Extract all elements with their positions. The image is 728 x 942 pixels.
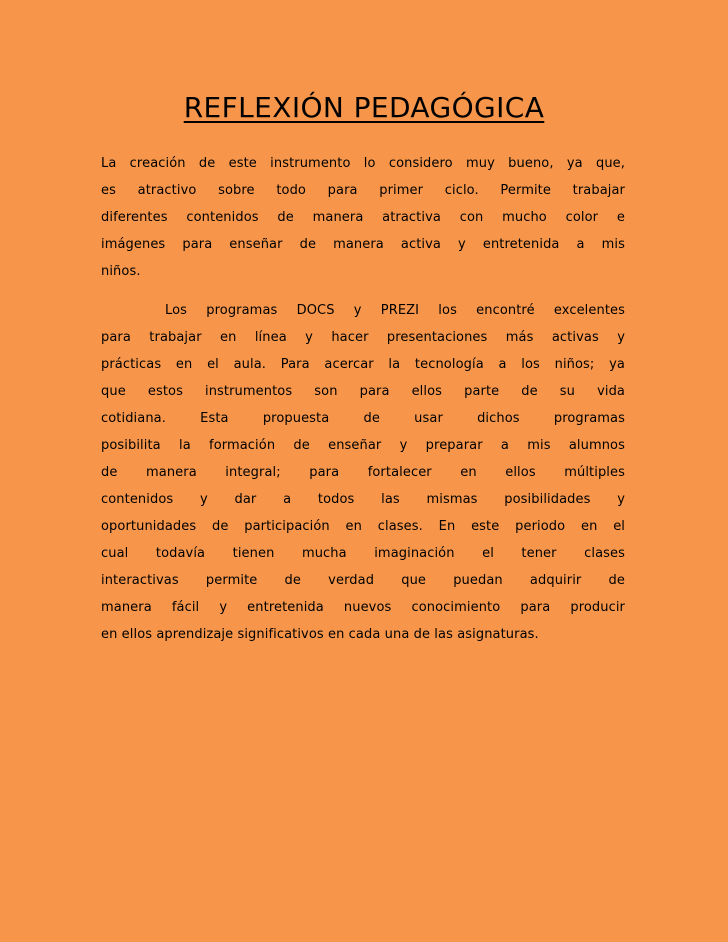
text-line: contenidos y dar a todos las mismas posibilidades y	[101, 492, 625, 507]
text-line: posibilita la formación de enseñar y preparar a mis alumnos	[101, 438, 625, 453]
text-line: es atractivo sobre todo para primer ciclo. Permite trabajar	[101, 183, 625, 198]
text-line: Los programas DOCS y PREZI los encontré excelentes	[165, 303, 625, 318]
text-line: cotidiana. Esta propuesta de usar dichos programas	[101, 411, 625, 426]
paragraph-2	[101, 297, 625, 648]
page-title: REFLEXIÓN PEDAGÓGICA	[183, 91, 545, 124]
text-line: interactivas permite de verdad que puedan adquirir de	[101, 573, 625, 588]
text-line: imágenes para enseñar de manera activa y entretenida a mis	[101, 237, 625, 252]
text-line: diferentes contenidos de manera atractiva con mucho color e	[101, 210, 625, 225]
text-line: niños.	[101, 264, 141, 279]
paragraph-spacer	[101, 285, 625, 297]
text-line: manera fácil y entretenida nuevos conocimiento para producir	[101, 600, 625, 615]
text-line: de manera integral; para fortalecer en ellos múltiples	[101, 465, 625, 480]
text-line: en ellos aprendizaje significativos en cada una de las asignaturas.	[101, 627, 539, 642]
text-line: prácticas en el aula. Para acercar la tecnología a los niños; ya	[101, 357, 625, 372]
text-line: La creación de este instrumento lo considero muy bueno, ya que,	[101, 156, 625, 171]
document-body	[101, 150, 625, 648]
text-line: oportunidades de participación en clases. En este periodo en el	[101, 519, 625, 534]
paragraph-1	[101, 150, 625, 285]
text-line: para trabajar en línea y hacer presentaciones más activas y	[101, 330, 625, 345]
text-line: cual todavía tienen mucha imaginación el tener clases	[101, 546, 625, 561]
text-line: que estos instrumentos son para ellos parte de su vida	[101, 384, 625, 399]
